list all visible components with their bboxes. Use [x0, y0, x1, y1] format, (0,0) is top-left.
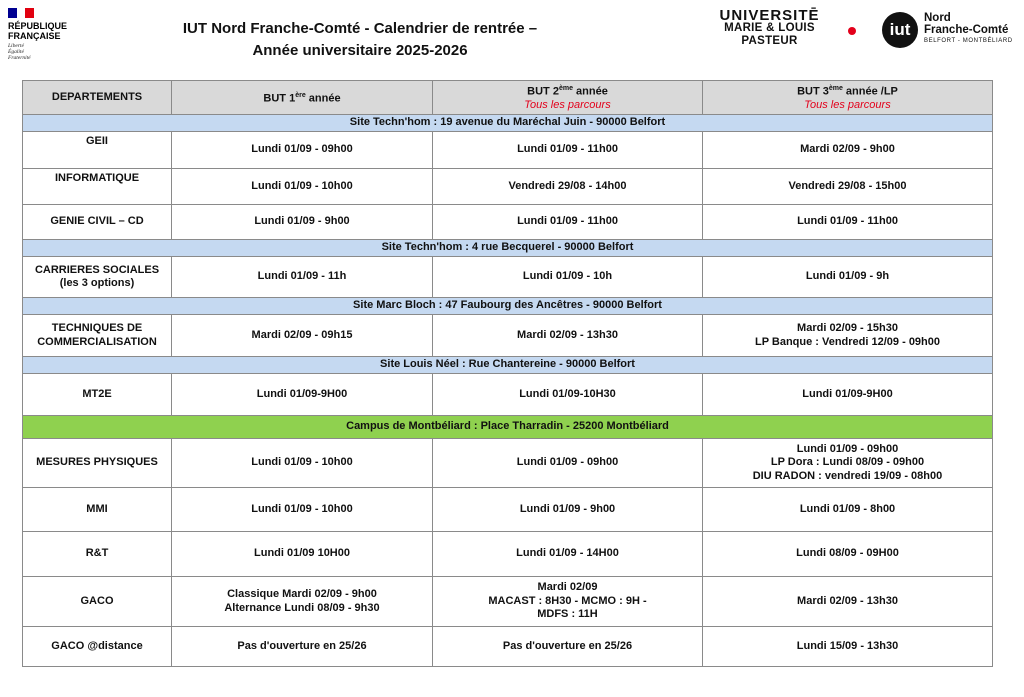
french-flag-icon	[8, 8, 34, 18]
republique-francaise-logo	[8, 8, 88, 61]
cell-y3: Lundi 08/09 - 09H00	[703, 532, 993, 577]
dept-genie-civil: GENIE CIVIL – CD	[23, 205, 172, 240]
dept-carrieres-sociales: CARRIERES SOCIALES (les 3 options)	[23, 257, 172, 298]
table-row	[23, 132, 993, 169]
cell-y3: Lundi 01/09 - 9h	[703, 257, 993, 298]
table-row	[23, 488, 993, 532]
cell-y1: Lundi 01/09 - 10h00	[172, 439, 433, 488]
page-title	[180, 18, 540, 62]
site-row	[23, 115, 993, 132]
rf-name-line-2: FRANÇAISE	[8, 31, 61, 41]
cell-y2: Lundi 01/09-10H30	[433, 374, 703, 416]
table-row	[23, 257, 993, 298]
table-row	[23, 315, 993, 357]
cell-y2: Vendredi 29/08 - 14h00	[433, 169, 703, 205]
header-but-2: BUT 2ème année Tous les parcours	[433, 81, 703, 115]
cell-y3: Lundi 01/09 - 09h00 LP Dora : Lundi 08/09 - 09h00 DIU RADON : vendredi 19/09 - 08h00	[703, 439, 993, 488]
cell-y1: Classique Mardi 02/09 - 9h00 Alternance Lundi 08/09 - 9h30	[172, 577, 433, 627]
cell-y3: Lundi 01/09-9H00	[703, 374, 993, 416]
rf-motto: Liberté Égalité Fraternité	[8, 43, 31, 61]
site-row	[23, 240, 993, 257]
dept-mt2e: MT2E	[23, 374, 172, 416]
cell-y3: Lundi 01/09 - 8h00	[703, 488, 993, 532]
cell-y1: Lundi 01/09 - 9h00	[172, 205, 433, 240]
dept-informatique: INFORMATIQUE	[23, 169, 172, 205]
cell-y1: Lundi 01/09 - 09h00	[172, 132, 433, 169]
cell-y2: Lundi 01/09 - 09h00	[433, 439, 703, 488]
table-row	[23, 205, 993, 240]
dept-geii: GEII	[23, 132, 172, 169]
cell-y2: Lundi 01/09 - 11h00	[433, 132, 703, 169]
header-but-1: BUT 1ère année	[172, 81, 433, 115]
cell-y1: Lundi 01/09-9H00	[172, 374, 433, 416]
dept-mmi: MMI	[23, 488, 172, 532]
cell-y1: Lundi 01/09 10H00	[172, 532, 433, 577]
cell-y1: Lundi 01/09 - 10h00	[172, 488, 433, 532]
dept-gaco-distance: GACO @distance	[23, 627, 172, 667]
title-line-2: Année universitaire 2025-2026	[252, 42, 468, 59]
cell-y3: Mardi 02/09 - 15h30 LP Banque : Vendredi 12/09 - 09h00	[703, 315, 993, 357]
table-row	[23, 169, 993, 205]
header-departements: DEPARTEMENTS	[23, 81, 172, 115]
dept-gaco: GACO	[23, 577, 172, 627]
rf-name-line-1: RÉPUBLIQUE	[8, 21, 68, 31]
cell-y2: Pas d'ouverture en 25/26	[433, 627, 703, 667]
dept-rt: R&T	[23, 532, 172, 577]
table-header-row	[23, 81, 993, 115]
site-technhom-becquerel: Site Techn'hom : 4 rue Becquerel - 90000 Belfort	[23, 240, 993, 257]
cell-y1: Mardi 02/09 - 09h15	[172, 315, 433, 357]
table-row	[23, 532, 993, 577]
cell-y3: Lundi 15/09 - 13h30	[703, 627, 993, 667]
site-louis-neel: Site Louis Néel : Rue Chantereine - 90000 Belfort	[23, 357, 993, 374]
table-row	[23, 439, 993, 488]
universite-marie-louis-pasteur-logo: UNIVERSITĒ MARIE & LOUIS PASTEUR	[719, 7, 820, 47]
cell-y2: Lundi 01/09 - 14H00	[433, 532, 703, 577]
cell-y2: Lundi 01/09 - 9h00	[433, 488, 703, 532]
title-line-1: IUT Nord Franche-Comté - Calendrier de rentrée –	[182, 20, 538, 37]
cell-y1: Lundi 01/09 - 11h	[172, 257, 433, 298]
dept-mesures-physiques: MESURES PHYSIQUES	[23, 439, 172, 488]
red-dot-icon	[848, 27, 856, 35]
site-row	[23, 416, 993, 439]
cell-y3: Mardi 02/09 - 9h00	[703, 132, 993, 169]
cell-y1: Pas d'ouverture en 25/26	[172, 627, 433, 667]
site-technhom-juin: Site Techn'hom : 19 avenue du Maréchal Juin - 90000 Belfort	[23, 115, 993, 132]
table-row	[23, 577, 993, 627]
cell-y2: Mardi 02/09 - 13h30	[433, 315, 703, 357]
site-row	[23, 357, 993, 374]
cell-y3: Lundi 01/09 - 11h00	[703, 205, 993, 240]
cell-y3: Mardi 02/09 - 13h30	[703, 577, 993, 627]
cell-y2: Lundi 01/09 - 10h	[433, 257, 703, 298]
cell-y2: Lundi 01/09 - 11h00	[433, 205, 703, 240]
site-marc-bloch: Site Marc Bloch : 47 Faubourg des Ancêtres - 90000 Belfort	[23, 298, 993, 315]
site-row	[23, 298, 993, 315]
cell-y1: Lundi 01/09 - 10h00	[172, 169, 433, 205]
schedule-table	[22, 80, 993, 667]
header-but-3: BUT 3ème année /LP Tous les parcours	[703, 81, 993, 115]
table-row	[23, 374, 993, 416]
campus-montbeliard: Campus de Montbéliard : Place Tharradin - 25200 Montbéliard	[23, 416, 993, 439]
table-row	[23, 627, 993, 667]
iut-nfc-logo: iut Nord Franche-Comté BELFORT - MONTBÉLIARD	[882, 10, 1022, 50]
cell-y3: Vendredi 29/08 - 15h00	[703, 169, 993, 205]
cell-y2: Mardi 02/09 MACAST : 8H30 - MCMO : 9H - MDFS : 11H	[433, 577, 703, 627]
iut-circle-icon: iut	[882, 12, 918, 48]
dept-techniques-commercialisation: TECHNIQUES DE COMMERCIALISATION	[23, 315, 172, 357]
